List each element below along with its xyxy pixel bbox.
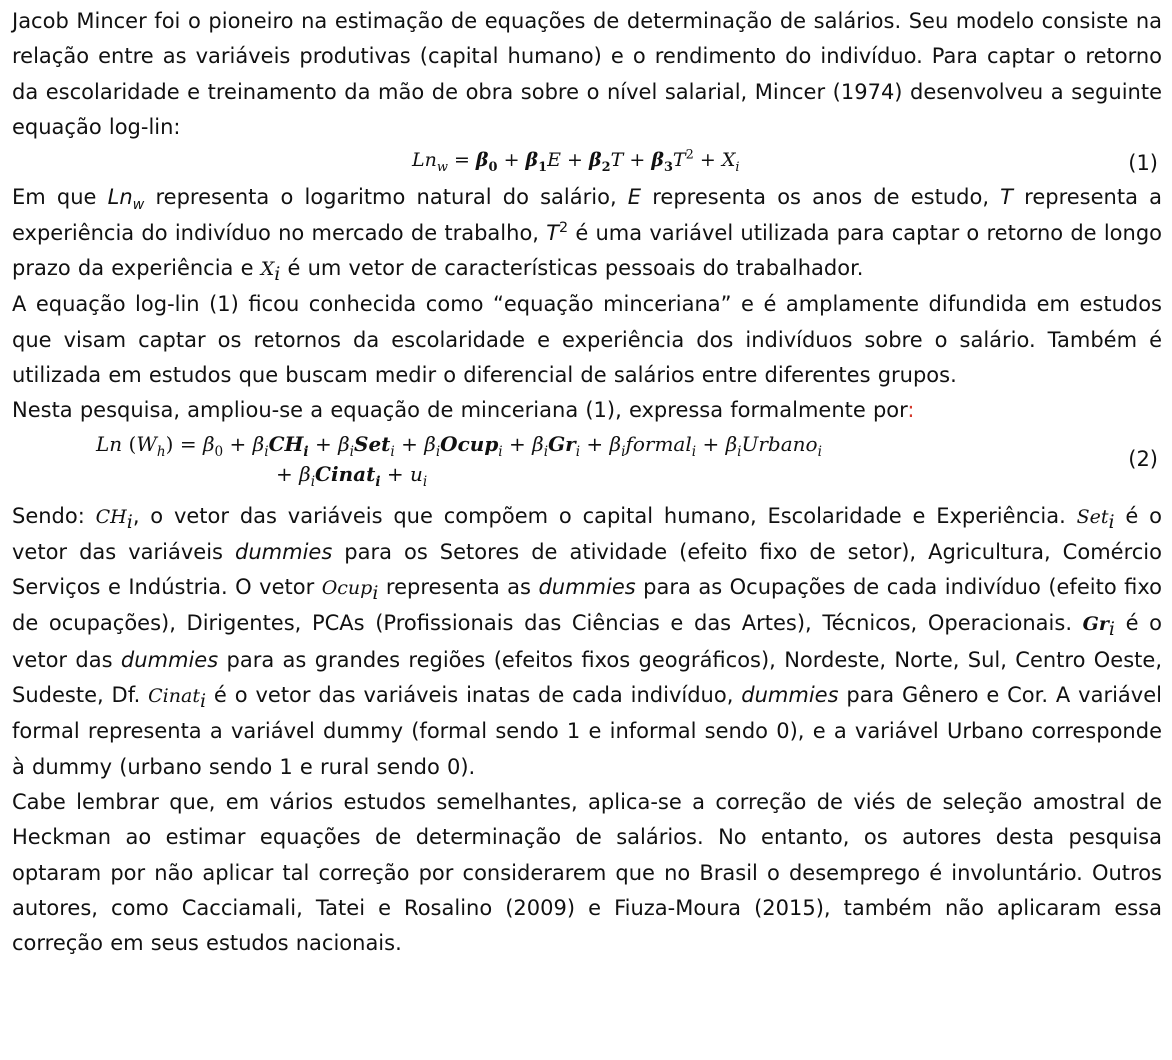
eq1-beta1-sub: 1 bbox=[538, 159, 548, 175]
eq2-plus-1: + bbox=[223, 431, 253, 456]
eq2-w-sub: h bbox=[156, 443, 166, 460]
eq2-beta-cinat-sub: i bbox=[310, 473, 316, 490]
eq2-beta-urbano-sub: i bbox=[737, 443, 742, 460]
p2-text-3: representa os anos de estudo, bbox=[641, 185, 1001, 210]
eq2-beta-formal-sub: i bbox=[621, 443, 626, 460]
equation-2 bbox=[12, 429, 1162, 499]
equation-2-number: (2) bbox=[1128, 446, 1158, 471]
paragraph-mincer-intro: Jacob Mincer foi o pioneiro na estimação de equações de determinação de salários. Seu modelo consiste na relação entre as variáveis produtivas (capital humano) e o rendimento do indivíduo. Para captar o retorno da escolaridade e treinamento da mão de obra sobre o nível salarial, Mincer (1974) desenvolveu a seguinte equação log-lin: bbox=[12, 9, 1162, 139]
eq1-beta2: β bbox=[589, 149, 602, 172]
eq1-plus-1: + bbox=[497, 149, 526, 172]
eq2-equals: = bbox=[173, 431, 203, 456]
eq1-plus-2: + bbox=[561, 149, 590, 172]
eq2-gr: Gr bbox=[548, 431, 576, 456]
p5-text-6: para as Ocupações de cada indivíduo (efeito fixo de ocupações), Dirigentes, PCAs (Profissionais das Ciências e das Artes), Técnicos, Operacionais. bbox=[12, 575, 1162, 636]
p2-ln-sub: w bbox=[132, 197, 145, 214]
equation-1 bbox=[12, 145, 1162, 180]
paragraph-heckman: Cabe lembrar que, em vários estudos semelhantes, aplica-se a correção de viés de seleção amostral de Heckman ao estimar equações de determinação de salários. No entanto, os autores desta pesquisa optaram por não aplicar tal correção por considerarem que no Brasil o desemprego é involuntário. Outros autores, como Cacciamali, Tatei e Rosalino (2009) e Fiuza-Moura (2015), também não aplicaram essa correção em seus estudos nacionais. bbox=[12, 789, 1162, 956]
p5-text-1: Sendo: bbox=[12, 503, 96, 528]
eq2-plus-8: + bbox=[380, 461, 410, 486]
eq2-beta-ocup: β bbox=[424, 431, 436, 456]
p2-text-1: Em que bbox=[12, 185, 108, 210]
p5-dummies-4: dummies bbox=[741, 683, 839, 708]
p5-dummies-2: dummies bbox=[538, 575, 636, 600]
eq2-beta-cinat: β bbox=[299, 461, 311, 486]
p4-colon: : bbox=[907, 398, 915, 423]
eq2-open-paren: ( bbox=[122, 431, 137, 456]
p5-dummies-1: dummies bbox=[235, 539, 333, 564]
p2-ln-var: Ln bbox=[107, 185, 133, 210]
eq1-beta3: β bbox=[651, 149, 664, 172]
eq2-beta-urbano: β bbox=[725, 431, 738, 456]
eq1-plus-3: + bbox=[623, 149, 652, 172]
eq2-ocup-sub: i bbox=[498, 443, 503, 460]
eq2-set: Set bbox=[354, 431, 391, 456]
equation-1-number: (1) bbox=[1128, 151, 1158, 176]
eq2-beta-formal: β bbox=[609, 431, 622, 456]
eq1-var-x: X bbox=[721, 149, 736, 172]
p5-ocup: Ocup bbox=[321, 577, 373, 600]
eq2-set-sub: i bbox=[390, 443, 395, 460]
p5-dummies-3: dummies bbox=[120, 647, 219, 672]
eq2-plus-6: + bbox=[696, 431, 726, 456]
eq2-u-sub: i bbox=[422, 473, 428, 490]
eq2-beta0: β bbox=[202, 431, 215, 456]
p2-text-2: representa o logaritmo natural do salário, bbox=[144, 185, 628, 210]
eq2-cinat-sub: i bbox=[375, 473, 381, 490]
eq2-formal-sub: i bbox=[691, 443, 697, 460]
eq2-formal: formal bbox=[625, 431, 692, 456]
p5-text-8: para as grandes regiões (efeitos fixos geográficos), Nordeste, Norte, Sul, Centro Oeste, Sudeste, Df. bbox=[12, 647, 1162, 708]
p5-ch: CH bbox=[95, 505, 127, 528]
p5-text-5: representa as bbox=[378, 575, 539, 600]
equation-1-formula bbox=[412, 147, 740, 175]
eq2-ln: Ln bbox=[96, 431, 123, 456]
p2-text-6: é um vetor de características pessoais do trabalhador. bbox=[280, 256, 864, 281]
eq2-close-paren: ) bbox=[165, 431, 174, 456]
eq2-beta-gr-sub: i bbox=[543, 443, 549, 460]
p5-set-sub: i bbox=[1108, 510, 1115, 533]
eq1-ln: Ln bbox=[412, 149, 437, 172]
eq2-w: W bbox=[136, 431, 157, 456]
p5-text-7: é o vetor das bbox=[12, 611, 1162, 672]
p5-text-10: para Gênero e Cor. A variável formal representa a variável dummy (formal sendo 1 e informal sendo 0), e a variável Urbano corresponde à dummy (urbano sendo 1 e rural sendo 0). bbox=[12, 683, 1162, 779]
eq2-cinat: Cinat bbox=[315, 461, 376, 486]
eq1-var-t2: T bbox=[672, 149, 686, 172]
eq2-urbano: Urbano bbox=[741, 431, 818, 456]
eq2-beta-set: β bbox=[338, 431, 350, 456]
eq1-var-x-sub: i bbox=[735, 159, 740, 175]
eq2-ocup: Ocup bbox=[440, 431, 499, 456]
p5-ch-sub: i bbox=[126, 510, 133, 533]
paragraph-variable-definitions bbox=[12, 180, 1162, 287]
eq2-plus-7: + bbox=[276, 461, 300, 486]
eq2-ch-sub: i bbox=[303, 443, 309, 460]
equation-2-line-1 bbox=[96, 431, 822, 460]
p5-set: Set bbox=[1076, 505, 1109, 528]
p2-text-5: é uma variável utilizada para captar o retorno de longo prazo da experiência e bbox=[12, 220, 1162, 281]
p5-text-3: é o vetor das variáveis bbox=[12, 503, 1162, 564]
p2-x-sub: i bbox=[274, 263, 281, 286]
eq2-beta-ch-sub: i bbox=[264, 443, 269, 460]
eq2-plus-4: + bbox=[502, 431, 533, 456]
eq1-var-e: E bbox=[547, 149, 562, 172]
eq2-urbano-sub: i bbox=[817, 443, 822, 460]
eq2-plus-5: + bbox=[580, 431, 610, 456]
p5-gr-sub: i bbox=[1108, 618, 1115, 641]
paragraph-nesta-pesquisa bbox=[12, 393, 1162, 428]
p5-text-2: , o vetor das variáveis que compõem o capital humano, Escolaridade e Experiência. bbox=[132, 503, 1077, 528]
eq1-beta0: β bbox=[475, 149, 489, 172]
eq1-beta2-sub: 2 bbox=[601, 159, 611, 175]
p5-gr: Gr bbox=[1082, 613, 1109, 636]
p2-t2-sup: 2 bbox=[559, 219, 569, 236]
eq2-beta-ch: β bbox=[252, 431, 265, 456]
eq1-t-squared: 2 bbox=[685, 147, 694, 163]
paragraph-sendo bbox=[12, 499, 1162, 785]
p4-text: Nesta pesquisa, ampliou-se a equação de minceriana (1), expressa formalmente por bbox=[12, 398, 908, 423]
eq1-equals: = bbox=[447, 149, 476, 172]
eq1-beta0-sub: 0 bbox=[488, 159, 498, 175]
eq1-ln-sub: w bbox=[436, 159, 448, 175]
p5-text-4: para os Setores de atividade (efeito fixo de setor), Agricultura, Comércio Serviços e Indústria. O vetor bbox=[12, 539, 1162, 600]
p2-t2-var: T bbox=[546, 220, 560, 245]
eq1-beta1: β bbox=[525, 149, 539, 172]
eq1-beta3-sub: 3 bbox=[663, 159, 673, 175]
p5-cinat: Cinat bbox=[148, 685, 200, 708]
eq2-beta-gr: β bbox=[532, 431, 544, 456]
eq2-plus-3: + bbox=[394, 431, 425, 456]
eq2-plus-2: + bbox=[308, 431, 339, 456]
eq2-beta-set-sub: i bbox=[349, 443, 354, 460]
p2-text-4: representa a experiência do indivíduo no mercado de trabalho, bbox=[12, 185, 1162, 245]
p5-text-9: é o vetor das variáveis inatas de cada indivíduo, bbox=[206, 683, 742, 708]
eq2-beta0-sub: 0 bbox=[214, 443, 224, 460]
p2-t-var: T bbox=[1000, 185, 1013, 210]
p2-x-var: X bbox=[260, 258, 275, 281]
p5-ocup-sub: i bbox=[372, 582, 379, 605]
p5-cinat-sub: i bbox=[199, 690, 207, 713]
eq2-u: u bbox=[409, 461, 423, 486]
p2-e-var: E bbox=[627, 185, 642, 210]
eq2-beta-ocup-sub: i bbox=[435, 443, 441, 460]
eq1-var-t: T bbox=[610, 149, 624, 172]
eq1-plus-4: + bbox=[693, 149, 722, 172]
eq2-ch: CH bbox=[268, 431, 304, 456]
eq2-gr-sub: i bbox=[575, 443, 581, 460]
equation-2-line-2 bbox=[276, 461, 428, 490]
paragraph-minceriana: A equação log-lin (1) ficou conhecida como “equação minceriana” e é amplamente difundida em estudos que visam captar os retornos da escolaridade e experiência dos indivíduos sobre o salário. Também é utilizada em estudos que buscam medir o diferencial de salários entre diferentes grupos. bbox=[12, 292, 1162, 387]
